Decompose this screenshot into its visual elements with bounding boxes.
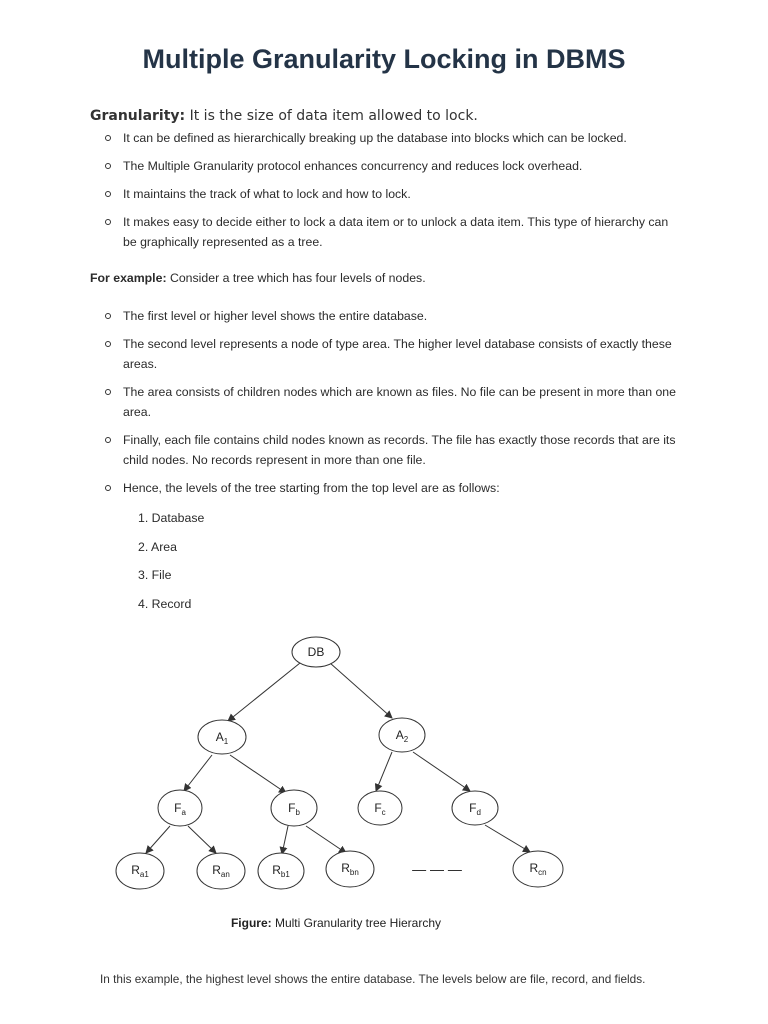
list-item: Finally, each file contains child nodes known as records. The file has exactly those records that are its child nodes. No records represent in more than one file. (104, 430, 676, 470)
levels-bullet-list (104, 306, 676, 506)
caption-text: Multi Granularity tree Hierarchy (271, 916, 442, 930)
granularity-text: It is the size of data item allowed to lock. (185, 108, 478, 124)
list-item: It can be defined as hierarchically breaking up the database into blocks which can be locked. (104, 128, 676, 148)
levels-numbered-list (138, 509, 204, 623)
node-fa-label: $F_a$ (174, 801, 186, 817)
summary-paragraph: In this example, the highest level shows the entire database. The levels below are file, record, and fields. (100, 972, 646, 986)
level-item: 4. Record (138, 596, 192, 611)
node-rb1-label: $R_{b1}$ (272, 863, 290, 879)
list-item: The first level or higher level shows the entire database. (104, 306, 676, 326)
node-fd-label: $F_d$ (469, 801, 481, 817)
edge-fb-rb1 (282, 826, 288, 854)
example-intro (90, 271, 426, 285)
granularity-bullet-list (104, 128, 676, 260)
edge-a1-fa (184, 755, 212, 791)
edge-a2-fd (413, 752, 470, 791)
edge-fa-ran (188, 826, 216, 853)
figure-caption (0, 916, 672, 930)
ellipsis-dashes: — — — (412, 861, 462, 877)
node-fc-label: $F_c$ (374, 801, 386, 817)
node-fb-label: $F_b$ (288, 801, 300, 817)
example-label: For example: (90, 271, 167, 285)
node-rbn-label: $R_{bn}$ (341, 861, 359, 877)
example-text: Consider a tree which has four levels of nodes. (166, 271, 426, 285)
granularity-tree-diagram (100, 628, 580, 898)
node-db-label: DB (307, 645, 325, 659)
edge-a1-fb (230, 755, 286, 793)
page-title: Multiple Granularity Locking in DBMS (142, 44, 626, 74)
list-item: It makes easy to decide either to lock a data item or to unlock a data item. This type of hierarchy can be graphically represented as a tree. (104, 212, 676, 252)
granularity-label: Granularity: (90, 108, 186, 124)
node-ran-label: $R_{an}$ (212, 863, 230, 879)
edge-db-a1 (228, 663, 300, 721)
list-item: Hence, the levels of the tree starting from the top level are as follows: (104, 478, 676, 498)
edge-fd-rcn (485, 825, 530, 852)
node-a1-label: $A_1$ (215, 730, 229, 746)
list-item: It maintains the track of what to lock and how to lock. (104, 184, 676, 204)
level-item: 3. File (138, 568, 172, 582)
edge-a2-fc (376, 752, 392, 791)
list-item: The second level represents a node of type area. The higher level database consists of exactly these areas. (104, 334, 676, 374)
edge-fa-ra1 (146, 826, 170, 853)
list-item: The Multiple Granularity protocol enhances concurrency and reduces lock overhead. (104, 156, 676, 176)
node-a2-label: $A_2$ (395, 728, 409, 744)
edge-fb-rbn (306, 826, 346, 853)
level-item: 1. Database (138, 511, 205, 525)
node-rcn-label: $R_{cn}$ (529, 861, 547, 877)
caption-label: Figure: (230, 916, 272, 930)
granularity-definition (90, 108, 478, 124)
node-ra1-label: $R_{a1}$ (131, 863, 149, 879)
edge-db-a2 (330, 663, 392, 718)
level-item: 2. Area (138, 539, 177, 554)
list-item: The area consists of children nodes which are known as files. No file can be present in more than one area. (104, 382, 676, 422)
